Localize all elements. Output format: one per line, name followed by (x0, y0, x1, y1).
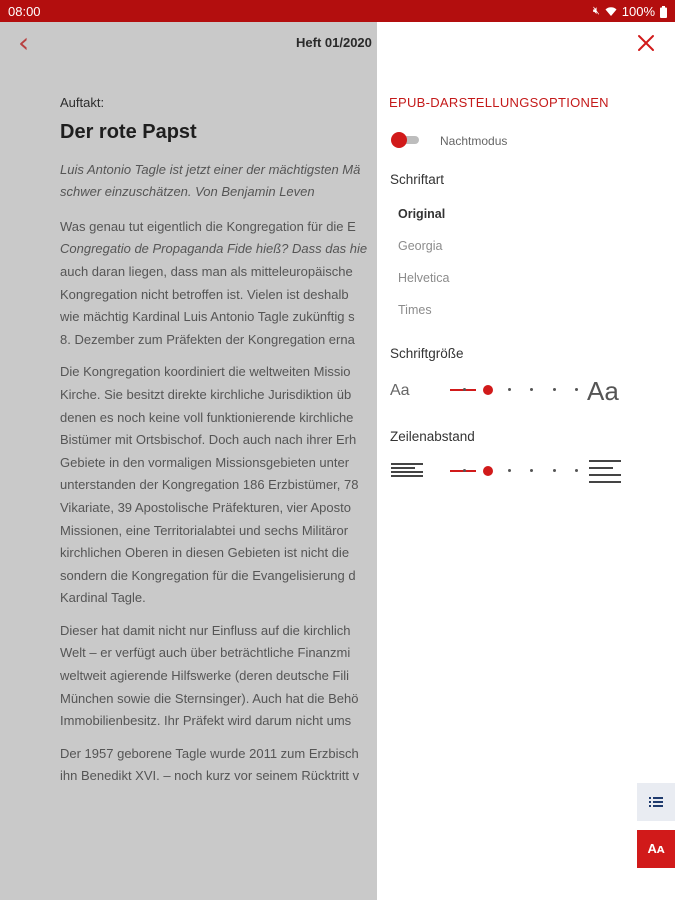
reader-toolbar (0, 22, 377, 64)
line-spacing-label: Zeilenabstand (390, 429, 475, 444)
article-kicker: Auftakt: (60, 95, 105, 110)
paragraph-line: Kardinal Tagle. (60, 590, 146, 606)
paragraph-line: Der 1957 geborene Tagle wurde 2011 zum Erzbisch (60, 745, 359, 761)
status-time: 08:00 (8, 4, 41, 19)
paragraph-line: Dieser hat damit nicht nur Einfluss auf die kirchlich (60, 622, 351, 638)
paragraph-line: Kirche. Sie besitzt direkte kirchliche Jurisdiktion üb (60, 386, 352, 402)
paragraph-line: Kongregation nicht betroffen ist. Vielen ist deshalb (60, 286, 349, 302)
toggle-knob (391, 132, 407, 148)
line-spacing-wide-icon (589, 460, 621, 482)
paragraph-line: Die Kongregation koordiniert die weltweiten Missio (60, 364, 351, 380)
issue-title: Heft 01/2020 (296, 35, 372, 50)
paragraph-line: Congregatio de Propaganda Fide hieß? Dass das hie (60, 241, 368, 257)
slider-step (508, 469, 511, 472)
font-size-large-label: Aa (587, 376, 619, 406)
slider-step (553, 388, 556, 391)
paragraph-line: Was genau tut eigentlich die Kongregation für die E (60, 218, 356, 234)
lead-line: schwer einzuschätzen. Von Benjamin Leven (60, 184, 315, 200)
article-paragraph (60, 620, 377, 733)
slider-step (575, 469, 578, 472)
paragraph-line: Missionen, eine Territorialabtei und sechs Militäror (60, 522, 349, 538)
font-size-icon: Aᴀ (647, 841, 665, 856)
paragraph-line: unterstanden der Kongregation 186 Erzbistümer, 78 (60, 477, 359, 493)
mute-icon: 🔇︎ (592, 5, 600, 17)
battery-percent: 100% (621, 4, 655, 19)
article-paragraph (60, 743, 377, 788)
back-button[interactable] (18, 26, 30, 59)
paragraph-line: auch daran liegen, dass man als mitteleuropäische (60, 263, 353, 279)
status-bar (0, 0, 675, 22)
article-paragraph (60, 361, 377, 610)
panel-title: EPUB-DARSTELLUNGSOPTIONEN (389, 95, 609, 110)
paragraph-line: ihn Benedikt XVI. – noch kurz vor seinem Rücktritt v (60, 768, 360, 784)
slider-thumb[interactable] (483, 466, 493, 476)
line-spacing-slider[interactable] (450, 465, 562, 477)
list-icon (637, 783, 675, 821)
toc-button[interactable] (637, 783, 675, 821)
font-option-original[interactable]: Original (398, 207, 446, 221)
font-size-small-label: Aa (390, 382, 410, 399)
wifi-icon (605, 7, 617, 17)
font-option-times[interactable]: Times (398, 303, 432, 317)
display-options-panel (377, 22, 675, 900)
slider-thumb[interactable] (483, 385, 493, 395)
font-size-row (377, 374, 675, 414)
slider-step (575, 388, 578, 391)
night-mode-toggle[interactable] (391, 133, 421, 147)
paragraph-line: Gebiete in den vormaligen Missionsgebieten unter (60, 454, 350, 470)
display-options-button[interactable] (637, 830, 675, 868)
article-lead (60, 159, 377, 204)
font-size-slider[interactable] (450, 384, 562, 396)
font-option-georgia[interactable]: Georgia (398, 239, 443, 253)
line-spacing-row (377, 458, 675, 488)
close-icon (635, 32, 657, 54)
font-family-label: Schriftart (390, 172, 445, 187)
slider-step (508, 388, 511, 391)
slider-step (530, 388, 533, 391)
font-option-helvetica[interactable]: Helvetica (398, 271, 450, 285)
article-headline: Der rote Papst (60, 120, 197, 143)
slider-step (530, 469, 533, 472)
battery-icon (660, 6, 667, 18)
paragraph-line: Vikariate, 39 Apostolische Präfekturen, vier Aposto (60, 499, 351, 515)
paragraph-line: 8. Dezember zum Präfekten der Kongregation erna (60, 331, 355, 347)
paragraph-line: Welt – er verfügt auch über beträchtliche Finanzmi (60, 645, 351, 661)
paragraph-line: sondern die Kongregation für die Evangelisierung d (60, 567, 356, 583)
paragraph-line: Bistümer mit Ortsbischof. Doch auch nach ihrer Erh (60, 432, 357, 448)
article-content (60, 92, 377, 798)
slider-step (553, 469, 556, 472)
paragraph-line: München sowie die Sternsinger). Auch hat die Behö (60, 690, 359, 706)
paragraph-line: Immobilienbesitz. Ihr Präfekt wird darum nicht ums (60, 713, 352, 729)
paragraph-line: kirchlichen Oberen in diesen Gebieten ist nicht die (60, 545, 350, 561)
status-icons (593, 4, 667, 19)
paragraph-line: denen es noch keine voll funktionierende kirchliche (60, 409, 354, 425)
font-size-label: Schriftgröße (390, 346, 464, 361)
close-button[interactable] (635, 32, 657, 54)
line-spacing-narrow-icon (391, 463, 423, 477)
chevron-left-icon: ‹ (18, 26, 30, 59)
article-paragraph (60, 216, 377, 352)
article-view (0, 22, 377, 900)
lead-line: Luis Antonio Tagle ist jetzt einer der mächtigsten Mä (60, 161, 361, 177)
paragraph-line: wie mächtig Kardinal Luis Antonio Tagle zukünftig s (60, 309, 355, 325)
paragraph-line: weltweit agierende Hilfswerke (deren deutsche Fili (60, 668, 350, 684)
night-mode-label: Nachtmodus (440, 134, 508, 148)
